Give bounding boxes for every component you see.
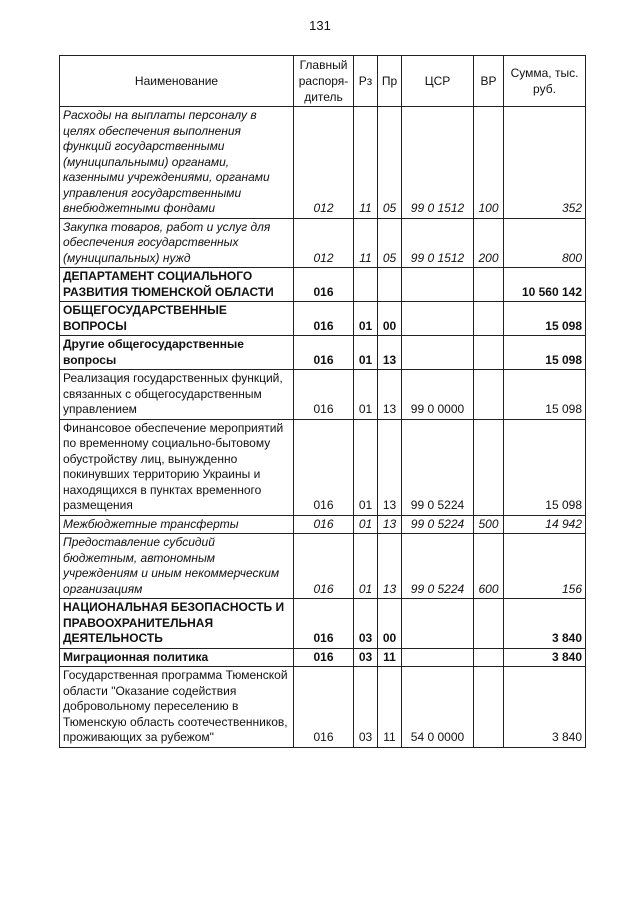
cell-admin: 016 xyxy=(294,667,354,748)
cell-rz: 01 xyxy=(354,302,378,336)
cell-sum: 10 560 142 xyxy=(504,268,586,302)
cell-pr: 05 xyxy=(378,218,402,268)
budget-table xyxy=(59,55,586,748)
cell-name: Предоставление субсидий бюджетным, автономным учреждениям и иным некоммерческим организациям xyxy=(60,534,294,599)
cell-vr xyxy=(474,302,504,336)
cell-admin: 012 xyxy=(294,107,354,219)
cell-name: Финансовое обеспечение мероприятий по временному социально-бытовому обустройству лиц, вынужденно покинувших территорию Украины и находящихся в пунктах временного размещения xyxy=(60,419,294,515)
cell-pr: 00 xyxy=(378,599,402,649)
cell-name: ОБЩЕГОСУДАРСТВЕННЫЕ ВОПРОСЫ xyxy=(60,302,294,336)
cell-rz: 03 xyxy=(354,667,378,748)
cell-csr xyxy=(402,302,474,336)
table-body xyxy=(60,107,586,748)
cell-sum: 15 098 xyxy=(504,419,586,515)
cell-name: Государственная программа Тюменской области "Оказание содействия добровольному переселению в Тюменскую область соотечественников, проживающих за рубежом" xyxy=(60,667,294,748)
cell-name: ДЕПАРТАМЕНТ СОЦИАЛЬНОГО РАЗВИТИЯ ТЮМЕНСКОЙ ОБЛАСТИ xyxy=(60,268,294,302)
table-row xyxy=(60,268,586,302)
cell-vr xyxy=(474,336,504,370)
cell-vr xyxy=(474,268,504,302)
cell-name: Межбюджетные трансферты xyxy=(60,515,294,534)
table-row xyxy=(60,336,586,370)
cell-admin: 012 xyxy=(294,218,354,268)
cell-csr xyxy=(402,336,474,370)
header-rz: Рз xyxy=(354,56,378,107)
cell-vr xyxy=(474,419,504,515)
cell-pr: 13 xyxy=(378,419,402,515)
header-pr: Пр xyxy=(378,56,402,107)
cell-sum: 15 098 xyxy=(504,302,586,336)
table-row xyxy=(60,534,586,599)
table-row xyxy=(60,419,586,515)
cell-pr: 13 xyxy=(378,515,402,534)
header-name: Наименование xyxy=(60,56,294,107)
cell-csr: 99 0 1512 xyxy=(402,107,474,219)
cell-vr: 500 xyxy=(474,515,504,534)
table-row xyxy=(60,648,586,667)
cell-sum: 3 840 xyxy=(504,648,586,667)
cell-pr: 13 xyxy=(378,336,402,370)
cell-pr: 05 xyxy=(378,107,402,219)
cell-csr: 99 0 5224 xyxy=(402,419,474,515)
cell-sum: 3 840 xyxy=(504,667,586,748)
cell-pr xyxy=(378,268,402,302)
cell-csr: 99 0 1512 xyxy=(402,218,474,268)
cell-sum: 14 942 xyxy=(504,515,586,534)
cell-vr: 100 xyxy=(474,107,504,219)
table-row xyxy=(60,667,586,748)
cell-admin: 016 xyxy=(294,419,354,515)
cell-name: Расходы на выплаты персоналу в целях обеспечения выполнения функций государственными (муниципальными) органами, казенными учреждениями, органами управления государственными внебюджетными фондами xyxy=(60,107,294,219)
cell-admin: 016 xyxy=(294,648,354,667)
table-row xyxy=(60,599,586,649)
cell-admin: 016 xyxy=(294,336,354,370)
cell-csr: 99 0 0000 xyxy=(402,370,474,420)
table-row xyxy=(60,107,586,219)
cell-rz: 01 xyxy=(354,515,378,534)
page-number: 131 xyxy=(309,18,331,33)
cell-sum: 352 xyxy=(504,107,586,219)
table-row xyxy=(60,370,586,420)
cell-pr: 11 xyxy=(378,648,402,667)
cell-pr: 13 xyxy=(378,370,402,420)
table-header-row xyxy=(60,56,586,107)
cell-name: Другие общегосударственные вопросы xyxy=(60,336,294,370)
cell-rz: 01 xyxy=(354,419,378,515)
cell-csr xyxy=(402,268,474,302)
table-row xyxy=(60,218,586,268)
cell-rz: 01 xyxy=(354,370,378,420)
cell-rz xyxy=(354,268,378,302)
header-vr: ВР xyxy=(474,56,504,107)
table-row xyxy=(60,515,586,534)
cell-name: Реализация государственных функций, связанных с общегосударственным управлением xyxy=(60,370,294,420)
cell-rz: 01 xyxy=(354,336,378,370)
cell-pr: 13 xyxy=(378,534,402,599)
cell-vr xyxy=(474,648,504,667)
cell-name: Миграционная политика xyxy=(60,648,294,667)
cell-rz: 01 xyxy=(354,534,378,599)
cell-rz: 11 xyxy=(354,218,378,268)
cell-name: НАЦИОНАЛЬНАЯ БЕЗОПАСНОСТЬ И ПРАВООХРАНИТЕЛЬНАЯ ДЕЯТЕЛЬНОСТЬ xyxy=(60,599,294,649)
cell-pr: 00 xyxy=(378,302,402,336)
cell-sum: 156 xyxy=(504,534,586,599)
cell-name: Закупка товаров, работ и услуг для обеспечения государственных (муниципальных) нужд xyxy=(60,218,294,268)
cell-vr xyxy=(474,667,504,748)
cell-admin: 016 xyxy=(294,599,354,649)
cell-csr: 99 0 5224 xyxy=(402,515,474,534)
cell-sum: 800 xyxy=(504,218,586,268)
cell-rz: 03 xyxy=(354,599,378,649)
cell-admin: 016 xyxy=(294,370,354,420)
cell-vr: 200 xyxy=(474,218,504,268)
cell-vr: 600 xyxy=(474,534,504,599)
cell-admin: 016 xyxy=(294,302,354,336)
header-admin: Главный распоря-дитель xyxy=(294,56,354,107)
cell-csr: 99 0 5224 xyxy=(402,534,474,599)
header-csr: ЦСР xyxy=(402,56,474,107)
cell-rz: 03 xyxy=(354,648,378,667)
cell-csr xyxy=(402,599,474,649)
cell-vr xyxy=(474,599,504,649)
cell-admin: 016 xyxy=(294,515,354,534)
header-sum: Сумма, тыс. руб. xyxy=(504,56,586,107)
cell-vr xyxy=(474,370,504,420)
cell-admin: 016 xyxy=(294,268,354,302)
cell-sum: 15 098 xyxy=(504,336,586,370)
cell-admin: 016 xyxy=(294,534,354,599)
cell-sum: 3 840 xyxy=(504,599,586,649)
cell-rz: 11 xyxy=(354,107,378,219)
table-row xyxy=(60,302,586,336)
cell-csr xyxy=(402,648,474,667)
cell-pr: 11 xyxy=(378,667,402,748)
cell-sum: 15 098 xyxy=(504,370,586,420)
cell-csr: 54 0 0000 xyxy=(402,667,474,748)
